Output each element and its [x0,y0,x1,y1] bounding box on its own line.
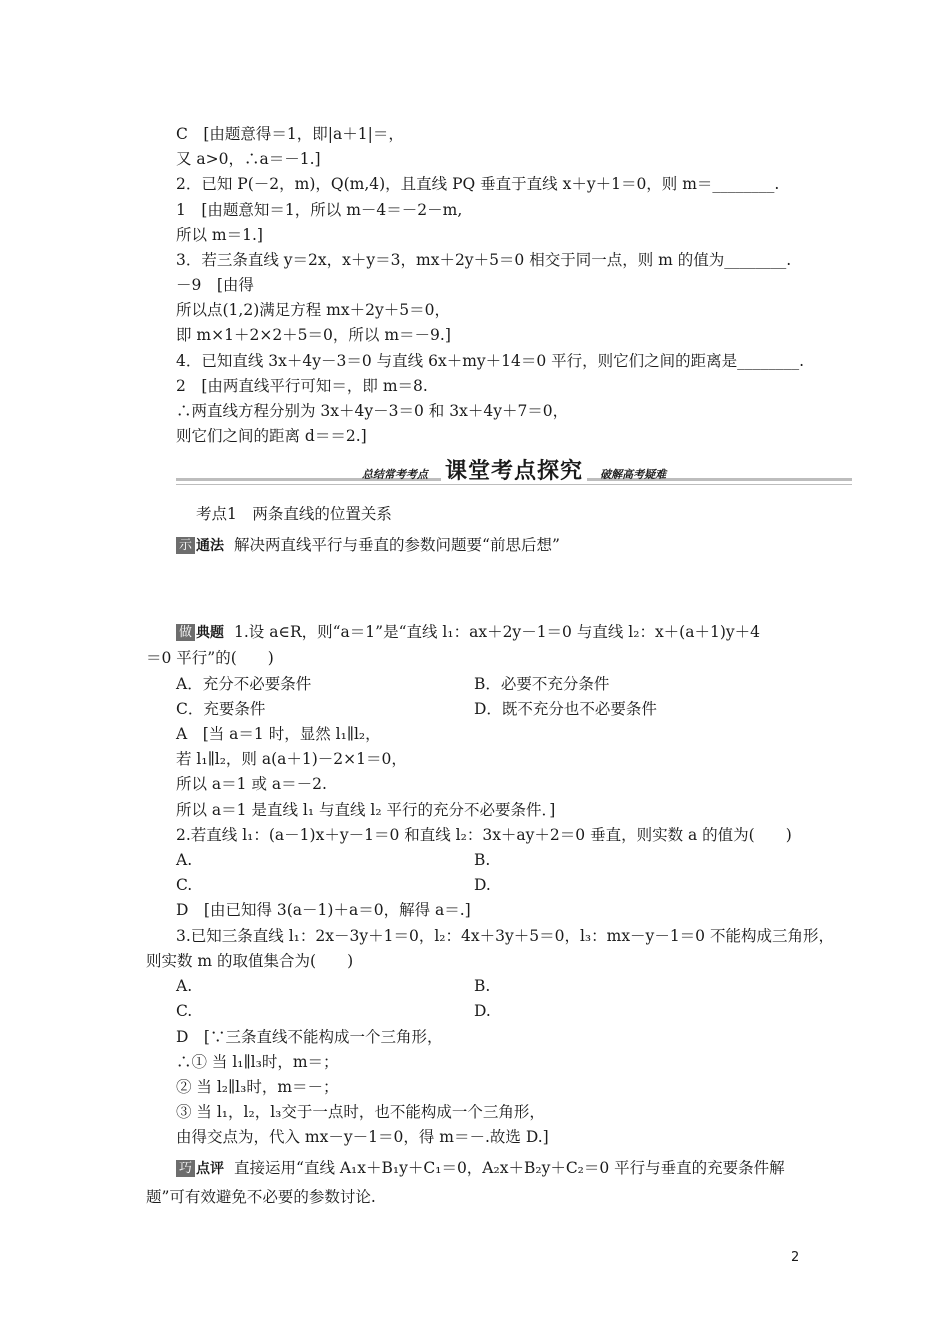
q3-answer: ∴① 当 l₁∥l₃时，m＝； [176,1053,339,1071]
q2-option-a: A. [176,851,193,869]
question-line: 2．已知 P(－2，m)，Q(m,4)，且直线 PQ 垂直于直线 x＋y＋1＝0，则 m＝________. [176,175,780,193]
q1-line [176,622,760,643]
dianping-word: 点评 [196,1161,225,1177]
answer-line: 2 [由两直线平行可知＝，即 m＝8. [176,377,428,395]
answer-line: C [由题意得＝1，即|a＋1|＝， [176,125,404,143]
answer-line: 所以 m＝1.] [176,226,263,244]
q3-stem-cont: 则实数 m 的取值集合为( ) [146,952,354,970]
answer-line: 即 m×1＋2×2＋5＝0，所以 m＝－9.] [176,326,451,344]
dianping-tag: 巧 [176,1160,195,1177]
section-banner [176,454,852,494]
answer-line: 则它们之间的距离 d＝＝2.] [176,427,367,445]
q1-stem: 1.设 a∈R，则“a＝1”是“直线 l₁：ax＋2y－1＝0 与直线 l₂：x＋(a＋1)y＋4 [234,623,760,641]
tongfa-word: 通法 [196,538,225,554]
q3-answer: ③ 当 l₁，l₂，l₃交于一点时，也不能构成一个三角形， [176,1103,545,1121]
dianping-line [176,1158,785,1179]
q3-option-c: C. [176,1002,193,1020]
q2-option-d: D. [474,876,491,894]
q1-answer: 所以 a＝1 或 a＝－2. [176,775,327,793]
q1-option-c: C．充要条件 [176,700,266,718]
dianping-text: 直接运用“直线 A₁x＋B₁y＋C₁＝0，A₂x＋B₂y＋C₂＝0 平行与垂直的充要条件解 [234,1159,785,1177]
banner-right-text: 破解高考疑难 [600,468,667,481]
answer-line: 又 a>0，∴a＝－1.] [176,150,321,168]
answer-line: －9 [由得 [176,276,254,294]
q3-option-a: A. [176,977,193,995]
q1-option-b: B．必要不充分条件 [474,675,610,693]
question-line: 3．若三条直线 y＝2x，x＋y＝3，mx＋2y＋5＝0 相交于同一点，则 m 的值为________. [176,251,792,269]
tongfa-line [176,535,560,556]
q3-answer: ② 当 l₂∥l₃时，m＝－； [176,1078,339,1096]
q3-option-b: B. [474,977,491,995]
q3-answer: 由得交点为，代入 mx－y－1＝0，得 m＝－.故选 D.] [176,1128,549,1146]
q2-option-b: B. [474,851,491,869]
q1-option-a: A．充分不必要条件 [176,675,312,693]
q3-answer: D [∵三条直线不能构成一个三角形， [176,1028,443,1046]
diantiti-tag: 做 [176,624,195,641]
dianping-text-cont: 题”可有效避免不必要的参数讨论. [146,1188,376,1206]
q2-option-c: C. [176,876,193,894]
q1-option-d: D．既不充分也不必要条件 [474,700,657,718]
q1-answer: A [当 a＝1 时，显然 l₁∥l₂， [176,725,381,743]
question-line: 4．已知直线 3x＋4y－3＝0 与直线 6x＋my＋14＝0 平行，则它们之间的距离是________. [176,352,805,370]
diantiti-word: 典题 [196,625,225,641]
q1-answer: 所以 a＝1 是直线 l₁ 与直线 l₂ 平行的充分不必要条件．] [176,801,556,819]
answer-line: 1 [由题意知＝1，所以 m－4＝－2－m, [176,201,463,219]
q1-stem-cont: ＝0 平行”的( ) [146,649,274,667]
q2-stem: 2.若直线 l₁：(a－1)x＋y－1＝0 和直线 l₂：3x＋ay＋2＝0 垂直，则实数 a 的值为( ) [176,826,792,844]
banner-left-text: 总结常考考点 [361,468,428,481]
q3-option-d: D. [474,1002,491,1020]
q3-stem: 3.已知三条直线 l₁：2x－3y＋1＝0，l₂：4x＋3y＋5＝0，l₃：mx－y－1＝0 不能构成三角形， [176,927,834,945]
q1-answer: 若 l₁∥l₂，则 a(a＋1)－2×1＝0， [176,750,407,768]
answer-line: 所以点(1,2)满足方程 mx＋2y＋5＝0， [176,301,450,319]
answer-line: ∴两直线方程分别为 3x＋4y－3＝0 和 3x＋4y＋7＝0， [176,402,569,420]
q2-answer: D [由已知得 3(a－1)＋a＝0，解得 a＝.] [176,901,471,919]
page-number: 2 [791,1250,800,1265]
section-title: 考点1 两条直线的位置关系 [196,505,392,523]
tongfa-text: 解决两直线平行与垂直的参数问题要“前思后想” [234,536,560,554]
tongfa-tag: 示 [176,537,195,554]
banner-title: 课堂考点探究 [441,459,587,484]
